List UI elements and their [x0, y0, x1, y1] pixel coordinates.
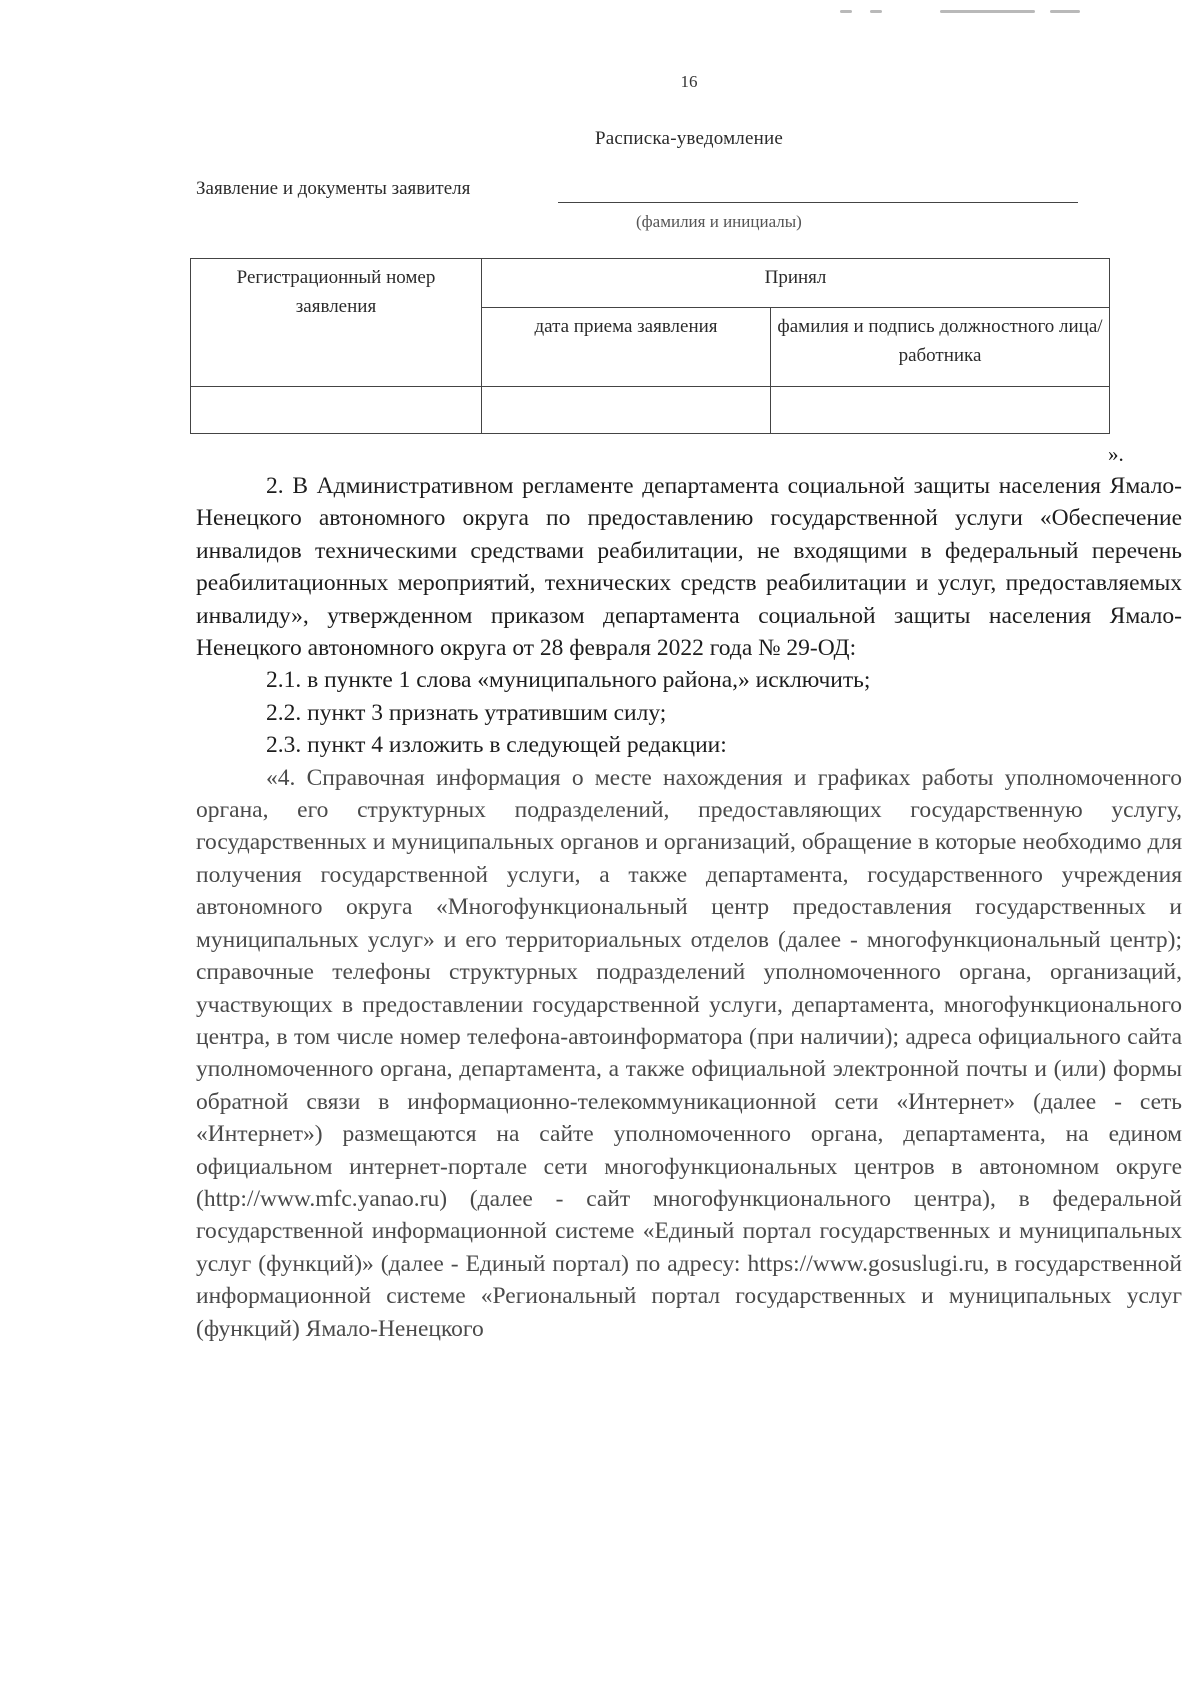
paragraph-item-2-3: 2.3. пункт 4 изложить в следующей редакции:: [266, 732, 727, 759]
paragraph-item-2-1: 2.1. в пункте 1 слова «муниципального района,» исключить;: [266, 667, 871, 694]
scan-artifact: [830, 6, 1080, 16]
registration-table: [190, 258, 1110, 434]
table-header-row: [191, 259, 1110, 308]
applicant-fill-line: [558, 202, 1078, 203]
applicant-label: Заявление и документы заявителя: [196, 178, 471, 199]
header-regnum: Регистрационный номер заявления: [191, 259, 482, 387]
table-row: [191, 387, 1110, 434]
cell-signature: [771, 387, 1110, 434]
header-signature: фамилия и подпись должностного лица/работника: [771, 308, 1110, 387]
page-number: 16: [680, 72, 698, 91]
cell-regnum: [191, 387, 482, 434]
body-text: [196, 470, 1182, 1345]
closing-quote: ».: [1108, 442, 1124, 466]
paragraph-new-item-4: «4. Справочная информация о месте нахождения и графиках работы уполномоченного органа, его структурных подразделений, предоставляющих государственную услугу, государственных и муниципальных органов и организаций, обращение в которые необходимо для получения государственной услуги, а также департамента, государственного учреждения автономного округа «Многофункциональный центр предоставления государственных и муниципальных услуг» и его территориальных отделов (далее - многофункциональный центр); справочные телефоны структурных подразделений уполномоченного органа, организаций, участвующих в предоставлении государственной услуги, департамента, многофункционального центра, в том числе номер телефона-автоинформатора (при наличии); адреса официального сайта уполномоченного органа, департамента, а также официальной электронной почты и (или) формы обратной связи в информационно-телекоммуникационной сети «Интернет» (далее - сеть «Интернет») размещаются на сайте уполномоченного органа, департамента, на едином официальном интернет-портале сети многофункциональных центров в автономном округе (http://www.mfc.yanao.ru) (далее - сайт многофункционального центра), в федеральной государственной информационной системе «Единый портал государственных и муниципальных услуг (функций)» (далее - Единый портал) по адресу: https://www.gosuslugi.ru, в государственной информационной системе «Региональный портал государственных и муниципальных услуг (функций) Ямало-Ненецкого: [196, 764, 1182, 1342]
paragraph-amendment: 2. В Административном регламенте департамента социальной защиты населения Ямало-Ненецкого автономного округа по предоставлению государственной услуги «Обеспечение инвалидов техническими средствами реабилитации, не входящими в федеральный перечень реабилитационных мероприятий, технических средств реабилитации и услуг, предоставляемых инвалиду», утвержденном приказом департамента социальной защиты населения Ямало-Ненецкого автономного округа от 28 февраля 2022 года № 29-ОД:: [196, 473, 1182, 662]
cell-date: [482, 387, 771, 434]
paragraph-item-2-2: 2.2. пункт 3 признать утратившим силу;: [266, 699, 667, 726]
receipt-title: Расписка-уведомление: [595, 128, 783, 149]
header-date: дата приема заявления: [482, 308, 771, 387]
header-accepted: Принял: [482, 259, 1110, 308]
applicant-hint: (фамилия и инициалы): [636, 212, 802, 231]
